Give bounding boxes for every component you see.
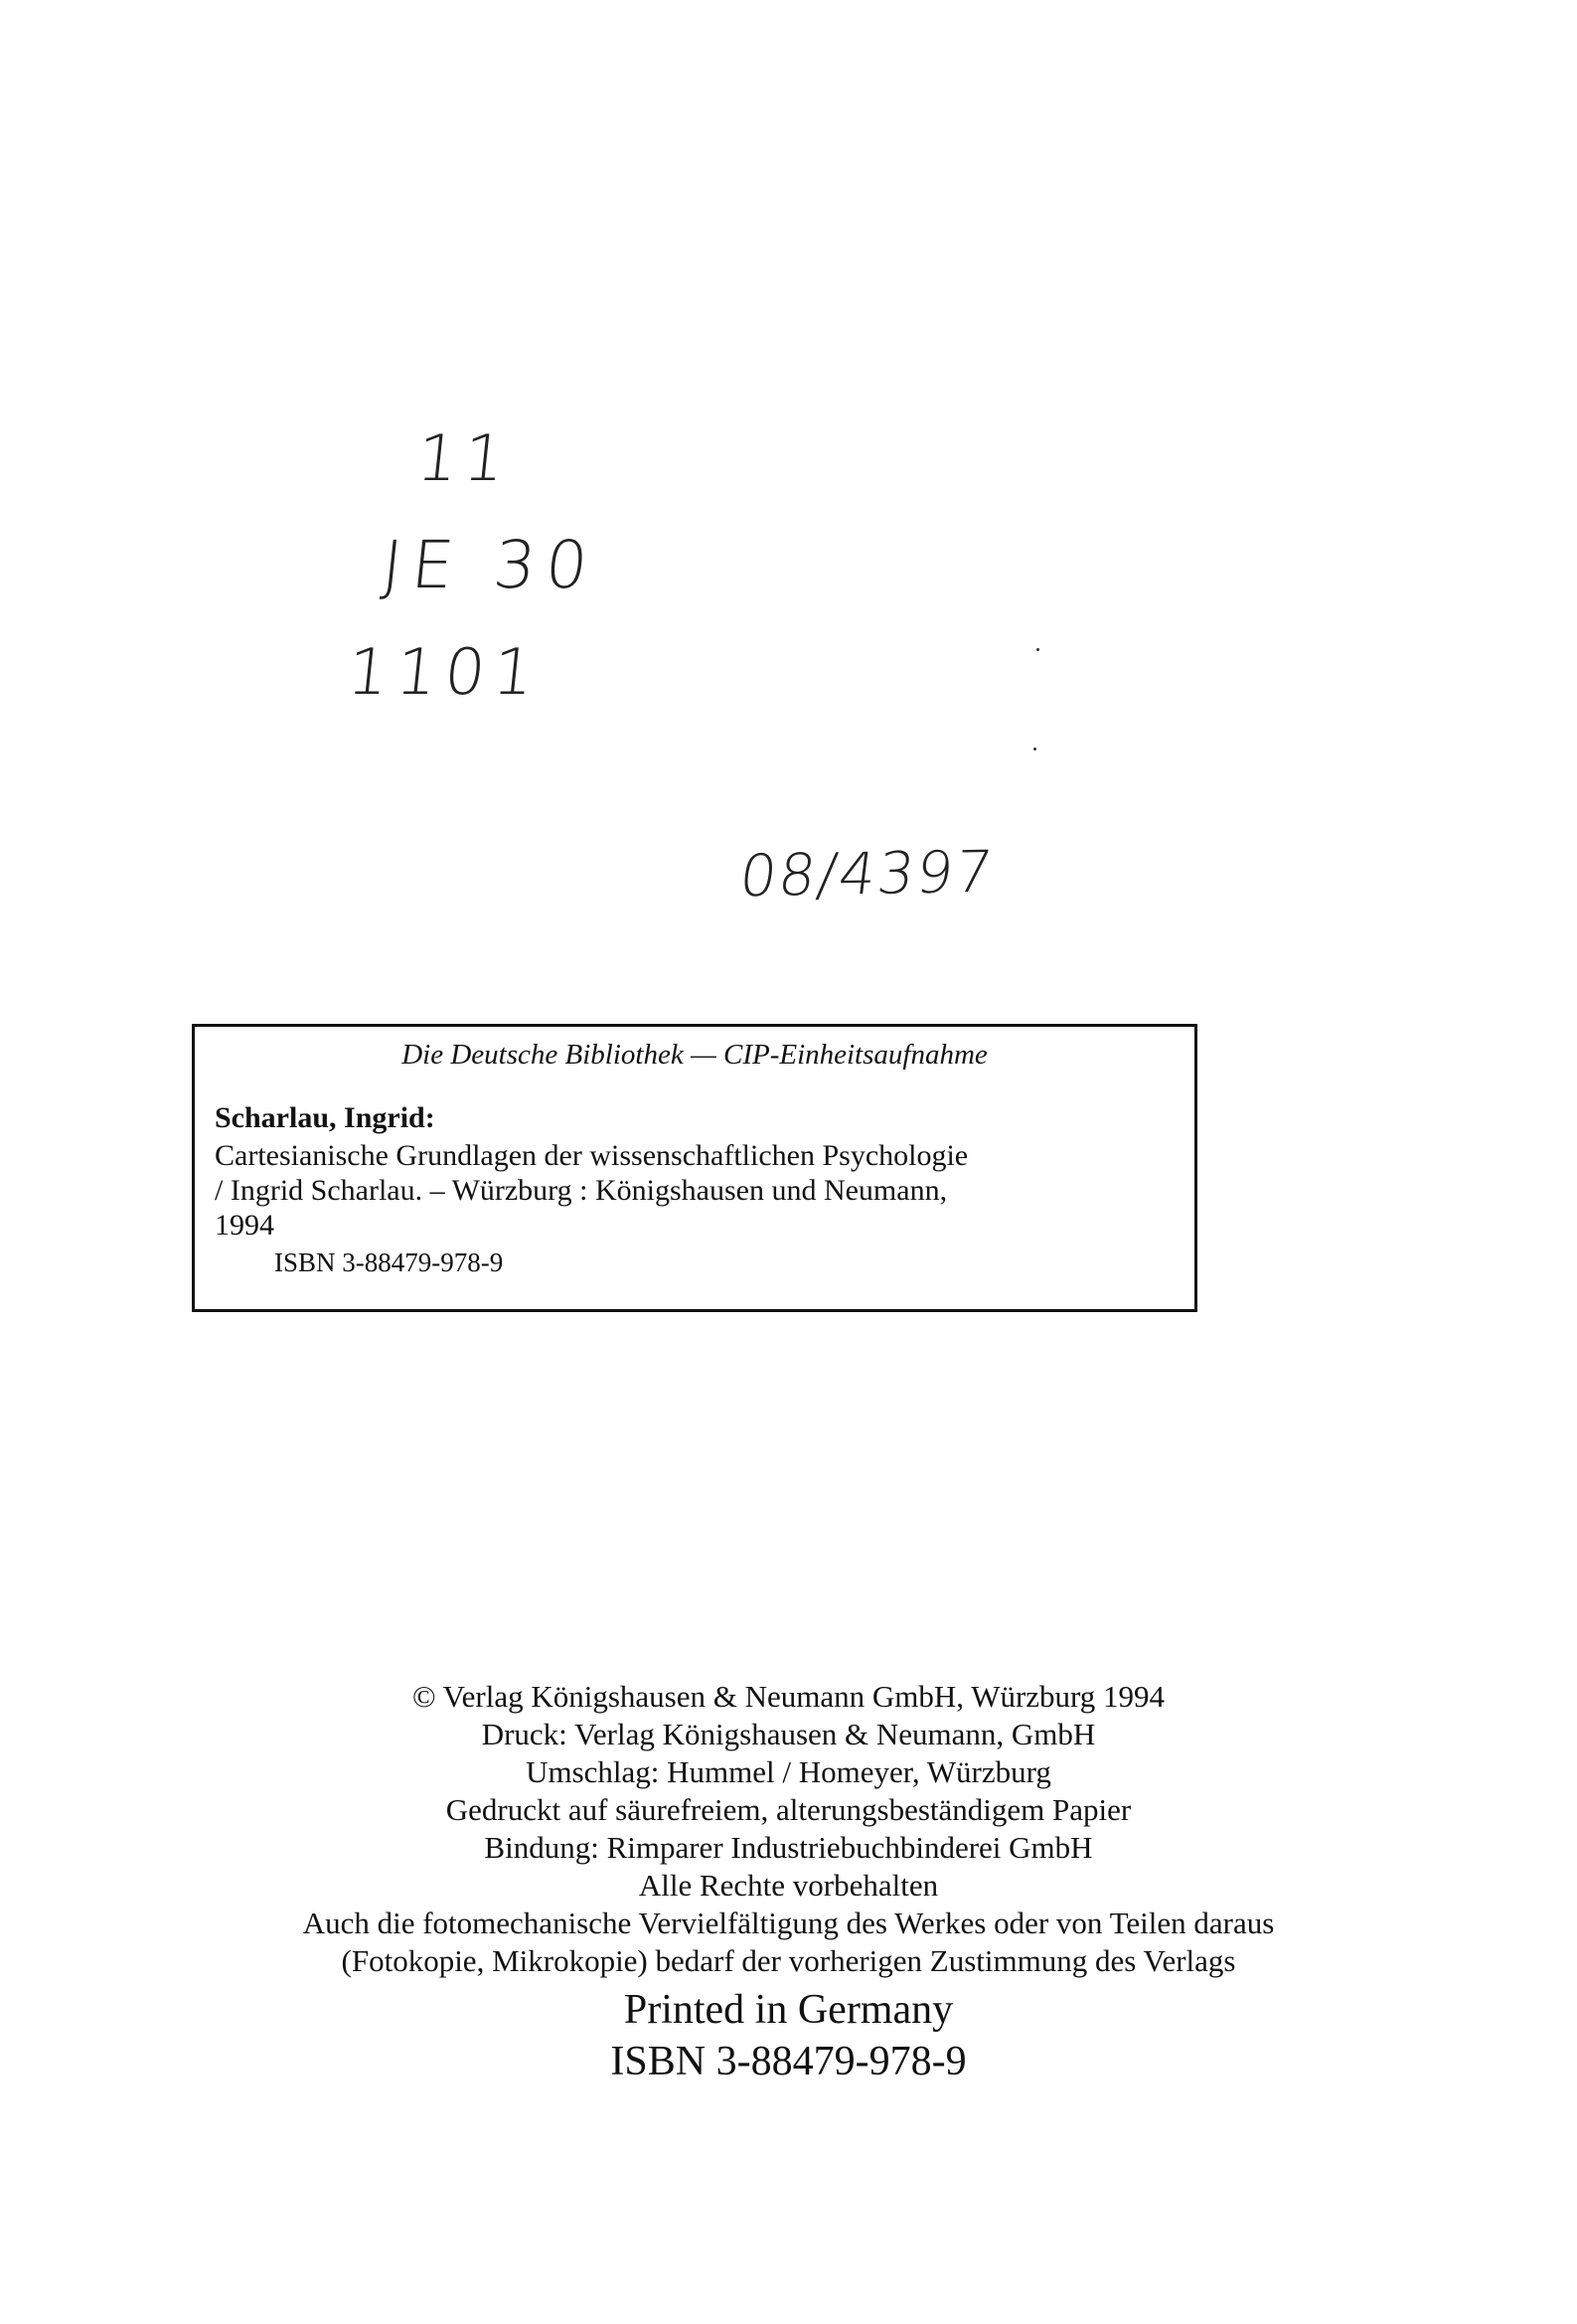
scan-speck	[1033, 747, 1036, 750]
cip-line: / Ingrid Scharlau. – Würzburg : Königshausen und Neumann,	[215, 1174, 948, 1207]
copyright-line: © Verlag Königshausen & Neumann GmbH, Würzburg 1994	[411, 1679, 1166, 1714]
reproduction-line: Auch die fotomechanische Vervielfältigung des Werkes oder von Teilen daraus	[302, 1906, 1275, 1940]
handwritten-note-shelf: 11	[413, 422, 515, 496]
scan-speck	[1036, 648, 1039, 651]
rights-line: Alle Rechte vorbehalten	[638, 1868, 939, 1903]
isbn-line: ISBN 3-88479-978-9	[610, 2039, 967, 2084]
handwritten-note-number: 1101	[344, 636, 546, 710]
cip-author: Scharlau, Ingrid:	[215, 1101, 435, 1134]
imprint-block	[0, 1678, 1577, 2087]
cip-line: Cartesianische Grundlagen der wissenschaftlichen Psychologie	[215, 1139, 969, 1172]
cip-record-box	[192, 1024, 1197, 1312]
reproduction-line: (Fotokopie, Mikrokopie) bedarf der vorherigen Zustimmung des Verlags	[341, 1943, 1236, 1978]
printed-in-line: Printed in Germany	[623, 1987, 954, 2033]
printer-line: Druck: Verlag Königshausen & Neumann, GmbH	[481, 1717, 1096, 1751]
cip-isbn: ISBN 3-88479-978-9	[274, 1247, 504, 1277]
binding-line: Bindung: Rimparer Industriebuchbinderei GmbH	[484, 1830, 1093, 1865]
handwritten-note-accession: 08/4397	[735, 837, 999, 911]
cip-header: Die Deutsche Bibliothek — CIP-Einheitsaufnahme	[401, 1039, 988, 1071]
handwritten-note-class: JE 30	[378, 527, 602, 603]
cover-line: Umschlag: Hummel / Homeyer, Würzburg	[526, 1754, 1051, 1789]
cip-description	[215, 1138, 1169, 1243]
cip-line: 1994	[215, 1209, 274, 1242]
paper-line: Gedruckt auf säurefreiem, alterungsbeständigem Papier	[445, 1792, 1132, 1827]
